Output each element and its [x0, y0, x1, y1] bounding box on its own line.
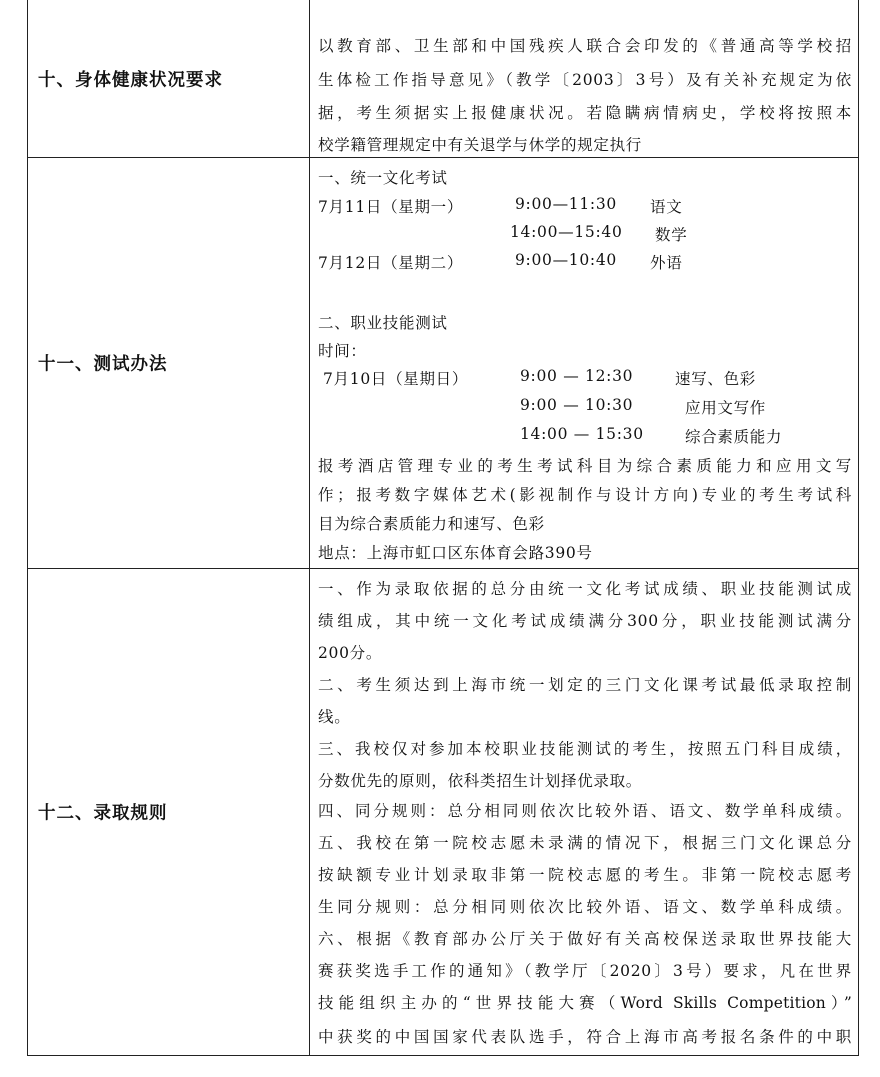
row-title: 十一、测试办法 [38, 354, 168, 375]
row-title: 十二、录取规则 [38, 803, 168, 824]
rule-line: 一、作为录取依据的总分由统一文化考试成绩、职业技能测试成 [318, 580, 852, 598]
rule-line: 四、同分规则：总分相同则依次比较外语、语文、数学单科成绩。 [318, 802, 852, 820]
skill-date: 7月10日（星期日） [323, 370, 469, 388]
row-title-cell [28, 158, 310, 568]
row-content-cell [310, 569, 858, 1055]
location-line: 地点：上海市虹口区东体育会路390号 [318, 544, 593, 562]
rule-line: 三、我校仅对参加本校职业技能测试的考生，按照五门科目成绩， [318, 740, 852, 758]
text-line: 校学籍管理规定中有关退学与休学的规定执行 [318, 136, 643, 154]
exam-heading: 一、统一文化考试 [318, 169, 448, 187]
skill-time: 14:00 — 15:30 [520, 425, 644, 443]
text-line: 生体检工作指导意见》（教学〔2003〕3号）及有关补充规定为依 [318, 71, 852, 89]
skill-subject: 综合素质能力 [685, 428, 783, 446]
rule-line: 线。 [318, 708, 351, 726]
skill-time: 9:00 — 12:30 [520, 367, 634, 385]
row-test-method [27, 158, 859, 569]
row-health-requirements [27, 0, 859, 158]
exam-time: 9:00—10:40 [515, 251, 617, 269]
exam-date: 7月11日（星期一） [318, 198, 464, 216]
text-line: 据，考生须据实上报健康状况。若隐瞒病情病史，学校将按照本 [318, 104, 852, 122]
exam-date: 7月12日（星期二） [318, 254, 464, 272]
row-title: 十、身体健康状况要求 [38, 70, 223, 90]
rule-line: 六、根据《教育部办公厅关于做好有关高校保送录取世界技能大 [318, 930, 852, 948]
row-admission-rules [27, 569, 859, 1056]
rule-line: 按缺额专业计划录取非第一院校志愿的考生。非第一院校志愿考 [318, 866, 852, 884]
skill-heading: 二、职业技能测试 [318, 314, 448, 332]
text-line: 以教育部、卫生部和中国残疾人联合会印发的《普通高等学校招 [318, 37, 852, 55]
note-line: 作；报考数字媒体艺术(影视制作与设计方向)专业的考生考试科 [318, 486, 852, 504]
rule-line: 二、考生须达到上海市统一划定的三门文化课考试最低录取控制 [318, 676, 852, 694]
exam-subject: 数学 [655, 226, 688, 244]
row-title-cell [28, 0, 310, 157]
time-label: 时间： [318, 342, 367, 360]
note-line: 目为综合素质能力和速写、色彩 [318, 515, 545, 533]
rule-line: 分数优先的原则，依科类招生计划择优录取。 [318, 772, 643, 790]
skill-subject: 速写、色彩 [675, 370, 757, 388]
row-title-cell [28, 569, 310, 1055]
row-content-cell [310, 158, 858, 568]
rule-line: 中获奖的中国国家代表队选手，符合上海市高考报名条件的中职 [318, 1028, 852, 1046]
rule-line: 200分。 [318, 644, 383, 662]
rule-line: 绩组成，其中统一文化考试成绩满分300分，职业技能测试满分 [318, 612, 852, 630]
row-content-cell [310, 0, 858, 157]
exam-subject: 语文 [650, 198, 683, 216]
skill-time: 9:00 — 10:30 [520, 396, 634, 414]
rule-line: 五、我校在第一院校志愿未录满的情况下，根据三门文化课总分 [318, 834, 852, 852]
rule-line: 生同分规则：总分相同则依次比较外语、语文、数学单科成绩。 [318, 898, 852, 916]
note-line: 报考酒店管理专业的考生考试科目为综合素质能力和应用文写 [318, 457, 852, 475]
exam-time: 9:00—11:30 [515, 195, 617, 213]
exam-subject: 外语 [650, 254, 683, 272]
skill-subject: 应用文写作 [685, 399, 767, 417]
exam-time: 14:00—15:40 [510, 223, 623, 241]
rule-line: 赛获奖选手工作的通知》（教学厅〔2020〕3号）要求，凡在世界 [318, 962, 852, 980]
rule-line: 技能组织主办的“世界技能大赛（Word Skills Competition）” [318, 994, 852, 1012]
